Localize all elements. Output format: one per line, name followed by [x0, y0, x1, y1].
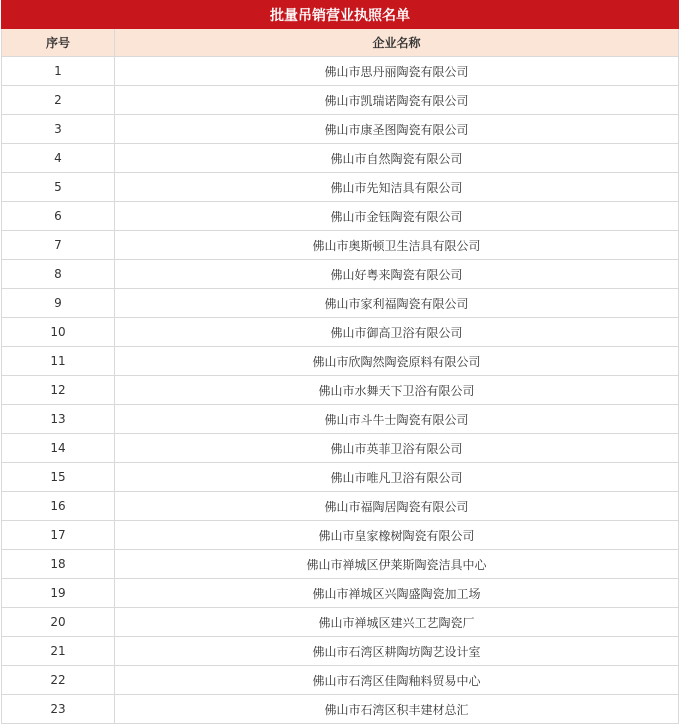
table-row — [2, 434, 679, 463]
company-name: 佛山市思丹丽陶瓷有限公司 — [115, 57, 679, 86]
table-row — [2, 579, 679, 608]
row-index: 18 — [2, 550, 115, 579]
table-row — [2, 666, 679, 695]
row-index: 12 — [2, 376, 115, 405]
company-name: 佛山市禅城区伊莱斯陶瓷洁具中心 — [115, 550, 679, 579]
company-name: 佛山市欣陶然陶瓷原料有限公司 — [115, 347, 679, 376]
row-index: 11 — [2, 347, 115, 376]
company-name: 佛山市石湾区积丰建材总汇 — [115, 695, 679, 724]
table-row — [2, 637, 679, 666]
company-name: 佛山市金钰陶瓷有限公司 — [115, 202, 679, 231]
table-row — [2, 173, 679, 202]
table-row — [2, 521, 679, 550]
table-row — [2, 695, 679, 724]
row-index: 7 — [2, 231, 115, 260]
row-index: 6 — [2, 202, 115, 231]
revocation-list — [1, 0, 678, 724]
table-row — [2, 86, 679, 115]
row-index: 5 — [2, 173, 115, 202]
company-name: 佛山市唯凡卫浴有限公司 — [115, 463, 679, 492]
title-row — [2, 1, 679, 29]
row-index: 16 — [2, 492, 115, 521]
table-row — [2, 318, 679, 347]
row-index: 10 — [2, 318, 115, 347]
row-index: 9 — [2, 289, 115, 318]
row-index: 14 — [2, 434, 115, 463]
row-index: 21 — [2, 637, 115, 666]
row-index: 23 — [2, 695, 115, 724]
company-name: 佛山市先知洁具有限公司 — [115, 173, 679, 202]
row-index: 3 — [2, 115, 115, 144]
table-row — [2, 405, 679, 434]
table-row — [2, 608, 679, 637]
company-name: 佛山市禅城区兴陶盛陶瓷加工场 — [115, 579, 679, 608]
table-row — [2, 550, 679, 579]
table-row — [2, 492, 679, 521]
company-name: 佛山市凯瑞诺陶瓷有限公司 — [115, 86, 679, 115]
row-index: 1 — [2, 57, 115, 86]
column-header-name: 企业名称 — [115, 29, 679, 57]
table-row — [2, 231, 679, 260]
row-index: 20 — [2, 608, 115, 637]
company-name: 佛山市奥斯顿卫生洁具有限公司 — [115, 231, 679, 260]
company-name: 佛山市石湾区佳陶釉料贸易中心 — [115, 666, 679, 695]
row-index: 4 — [2, 144, 115, 173]
column-header-index: 序号 — [2, 29, 115, 57]
row-index: 22 — [2, 666, 115, 695]
header-row — [2, 29, 679, 57]
table-row — [2, 202, 679, 231]
row-index: 19 — [2, 579, 115, 608]
row-index: 17 — [2, 521, 115, 550]
table-row — [2, 57, 679, 86]
company-name: 佛山市康圣图陶瓷有限公司 — [115, 115, 679, 144]
company-name: 佛山市皇家橡树陶瓷有限公司 — [115, 521, 679, 550]
table-row — [2, 144, 679, 173]
table-title: 批量吊销营业执照名单 — [2, 1, 679, 29]
company-name: 佛山好粤来陶瓷有限公司 — [115, 260, 679, 289]
company-name: 佛山市英菲卫浴有限公司 — [115, 434, 679, 463]
table-row — [2, 260, 679, 289]
row-index: 8 — [2, 260, 115, 289]
table-row — [2, 347, 679, 376]
company-name: 佛山市斗牛士陶瓷有限公司 — [115, 405, 679, 434]
table-row — [2, 376, 679, 405]
table-row — [2, 289, 679, 318]
company-name: 佛山市御高卫浴有限公司 — [115, 318, 679, 347]
table-row — [2, 115, 679, 144]
company-name: 佛山市自然陶瓷有限公司 — [115, 144, 679, 173]
company-name: 佛山市禅城区建兴工艺陶瓷厂 — [115, 608, 679, 637]
company-name: 佛山市家利福陶瓷有限公司 — [115, 289, 679, 318]
row-index: 15 — [2, 463, 115, 492]
table-row — [2, 463, 679, 492]
company-table — [1, 0, 679, 724]
row-index: 2 — [2, 86, 115, 115]
company-name: 佛山市水舞天下卫浴有限公司 — [115, 376, 679, 405]
company-name: 佛山市石湾区耕陶坊陶艺设计室 — [115, 637, 679, 666]
company-name: 佛山市福陶居陶瓷有限公司 — [115, 492, 679, 521]
row-index: 13 — [2, 405, 115, 434]
